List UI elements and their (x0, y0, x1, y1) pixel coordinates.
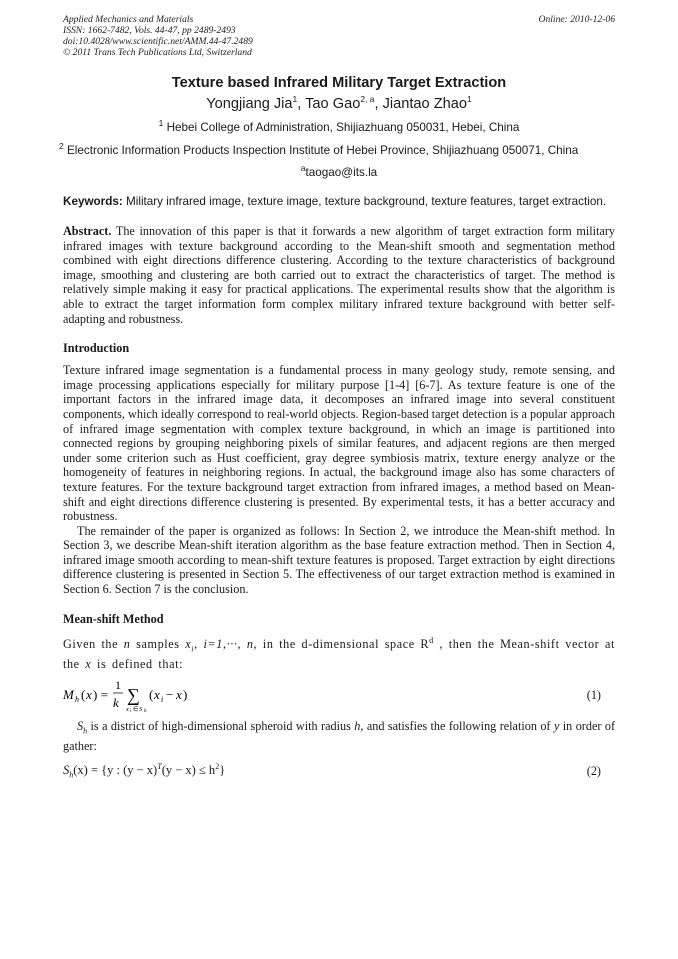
paper-page (59, 14, 616, 784)
abstract-text: The innovation of this paper is that it forwards a new algorithm of target extraction form military infrared images with texture background according to the Mean-shift smooth and segmentation method combined with eight directions difference clustering. According to the texture characteristics of background image, smoothing and clustering are both carried out to extract the characteristics of target. The method is relatively simple making it easy for practical applications. The experimental results show that the algorithm is able to extract the target information form complex military infrared texture background with better self-adapting and robustness. (63, 224, 615, 326)
keywords (63, 194, 615, 209)
equation-number: (1) (586, 688, 601, 703)
abstract-label: Abstract. (63, 224, 112, 238)
equation-number: (2) (586, 763, 601, 778)
mean-shift-paragraph-1: Given the n samples $x_i$, i=1,···, n, in the d-dimensional space $R^d$ , then the Mean-shift vector at the x is defined that: (63, 635, 615, 671)
svg-text:i: i (130, 709, 132, 714)
svg-text:h: h (144, 709, 147, 714)
svg-text:S: S (139, 706, 143, 714)
svg-text:(: ( (81, 687, 86, 703)
author-name: Tao Gao (305, 96, 361, 112)
journal-name: Applied Mechanics and Materials (63, 14, 194, 25)
author-name: Yongjiang Jia (206, 96, 293, 112)
svg-text:): ) (183, 687, 188, 703)
online-date: Online: 2010-12-06 (538, 14, 615, 25)
abstract (63, 224, 615, 326)
affiliation-2: $^2$ Electronic Information Products Inspection Institute of Hebei Province, Shijiazhuang 050071, China (59, 141, 579, 157)
svg-text:x: x (176, 687, 182, 703)
svg-text:k: k (113, 695, 119, 711)
svg-text:−: − (166, 687, 174, 703)
introduction-paragraph-2: The remainder of the paper is organized as follows: In Section 2, we introduce the Mean-shift method. In Section 3, we describe Mean-shift iteration algorithm as the base feature extraction method. Then in Section 4, infrared image smooth according to mean-shift texture features is proposed. Target extraction by eight directions difference clustering is presented in Section 5. The effectiveness of our target extraction method is examined in Section 6. Section 7 is the conclusion. (63, 523, 615, 597)
svg-text:h: h (75, 695, 79, 705)
svg-text:x: x (86, 687, 92, 703)
spheroid-set-formula: $S_h(x) = \{y$ : $(y - x)^T(y - x) \le h^2$} (63, 761, 226, 780)
svg-text:i: i (161, 695, 164, 705)
svg-text:(: ( (149, 687, 154, 703)
svg-text:1: 1 (115, 678, 121, 693)
author-list: Yongjiang Jia$^1$, Tao Gao$^{2, a}$, Jiantao Zhao$^1$ (206, 94, 472, 112)
mean-shift-vector-formula (63, 677, 203, 713)
author-name: Jiantao Zhao (382, 96, 467, 112)
equation-1 (63, 677, 615, 713)
svg-text:M: M (63, 687, 74, 703)
author-affil-mark: 2, a (360, 94, 375, 105)
issn-line: ISSN: 1662-7482, Vols. 44-47, pp 2489-2493 (63, 25, 236, 36)
mean-shift-paragraph-2: $S_h$ is a district of high-dimensional spheroid with radius h, and satisfies the following relation of y in order of gather: (63, 719, 616, 754)
journal-header (63, 14, 615, 58)
copyright-line: © 2011 Trans Tech Publications Ltd, Switzerland (63, 47, 252, 58)
author-affil-mark: 1 (292, 94, 298, 105)
svg-text:x: x (154, 687, 160, 703)
keywords-text: Military infrared image, texture image, texture background, texture features, target extraction. (126, 195, 607, 208)
svg-text:) =: ) = (93, 687, 108, 703)
section-heading-introduction: Introduction (63, 341, 130, 356)
doi-line: doi:10.4028/www.scientific.net/AMM.44-47.2489 (63, 36, 253, 47)
svg-text:∑: ∑ (127, 685, 140, 706)
equation-2 (63, 762, 615, 784)
introduction-paragraph-1: Texture infrared image segmentation is a fundamental process in many geology study, remote sensing, and image processing applications especially for military purpose [1-4] [6-7]. As texture feature is one of the important factors in the infrared image data, it decomposes an infrared image into several constituent components, which ideally correspond to real-world objects. Region-based target detection is a popular approach of infrared image segmentation with complex texture background, in which an image is partitioned into connected regions by grouping neighboring pixels of similar features, and adjacent regions are then merged under some criterion such as Hust coefficient, gray degree symbiosis matrix, texture energy analyze or the homogeneity of features in neighboring regions. In actual, the background image also has some characters of texture features. For the texture background target extraction from infrared images, a method based on Mean-shift and eight directions difference clustering is presented. By experimental tests, it has a better accuracy and robustness. (63, 363, 615, 524)
section-heading-mean-shift: Mean-shift Method (63, 611, 164, 626)
author-affil-mark: 1 (467, 94, 472, 105)
svg-text:∈: ∈ (133, 706, 139, 714)
svg-text:x: x (126, 706, 129, 714)
author-email: $^a$taogao@its.la (300, 163, 378, 179)
affiliation-1: $^1$ Hebei College of Administration, Shijiazhuang 050031, Hebei, China (158, 118, 520, 134)
keywords-label: Keywords: (63, 195, 123, 208)
paper-title: Texture based Infrared Military Target Extraction (171, 75, 507, 91)
